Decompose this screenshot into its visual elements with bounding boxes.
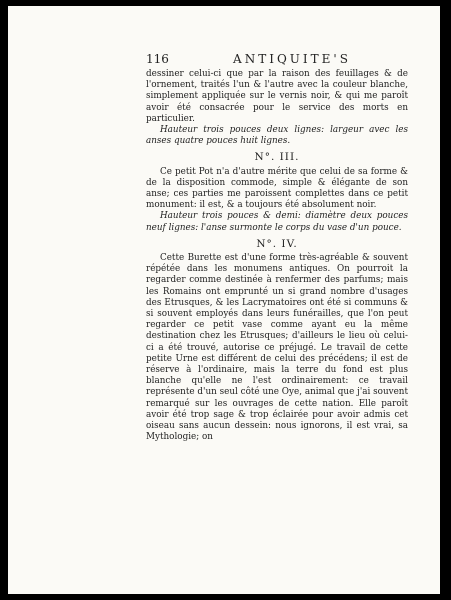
page-number: 116 [146, 52, 169, 66]
paragraph-continued: dessiner celui-ci que par la raison des feuillages & de l'ornement, traités l'un & l'autre avec la couleur blanche, simplement appliquée sur le vernis noir, & qui me paroît avoir été consacrée pour le service des morts en particulier. [146, 69, 408, 124]
paragraph-3: Ce petit Pot n'a d'autre mérite que celui de sa forme & de la disposition commode, simple & élégante de son anse; ces parties me paroissent complettes dans ce petit monument: il est, & a toujours été absolument noir. [146, 166, 408, 211]
section-heading-4: N°. IV. [256, 237, 298, 250]
page-content [146, 54, 408, 444]
running-title: ANTIQUITE'S [233, 52, 351, 66]
section-heading-3: N°. III. [254, 151, 300, 164]
dimensions-note-2: Hauteur trois pouces deux lignes: largeur avec les anses quatre pouces huit lignes. [146, 125, 408, 147]
book-page [8, 6, 440, 594]
page-header [146, 54, 408, 68]
dimensions-note-3: Hauteur trois pouces & demi: diamètre deux pouces neuf lignes: l'anse surmonte le corps du vase d'un pouce. [146, 211, 408, 233]
paragraph-4: Cette Burette est d'une forme très-agréable & souvent répétée dans les monumens antiques. On pourroit la regarder comme destinée à renfermer des parfums; mais les Romains ont emprunté un si grand nombre d'usages des Etrusques, & les Lacrymatoires ont été si communs & si souvent employés dans leurs funérailles, que l'on peut regarder ce petit vase comme ayant eu la même destination chez les Etrusques; d'ailleurs le lieu où celui-ci a été trouvé, autorise ce préjugé. Le travail de cette petite Urne est différent de celui des précédens; il est de réserve à l'ordinaire, mais la terre du fond est plus blanche qu'elle ne l'est ordinairement: ce travail représente d'un seul côté une Oye, animal que j'ai souvent remarqué sur les ouvrages de cette nation. Elle paroît avoir été trop sage & trop éclairée pour avoir admis cet oiseau sans aucun dessein: nous ignorons, il est vrai, sa Mythologie; on [146, 253, 408, 443]
